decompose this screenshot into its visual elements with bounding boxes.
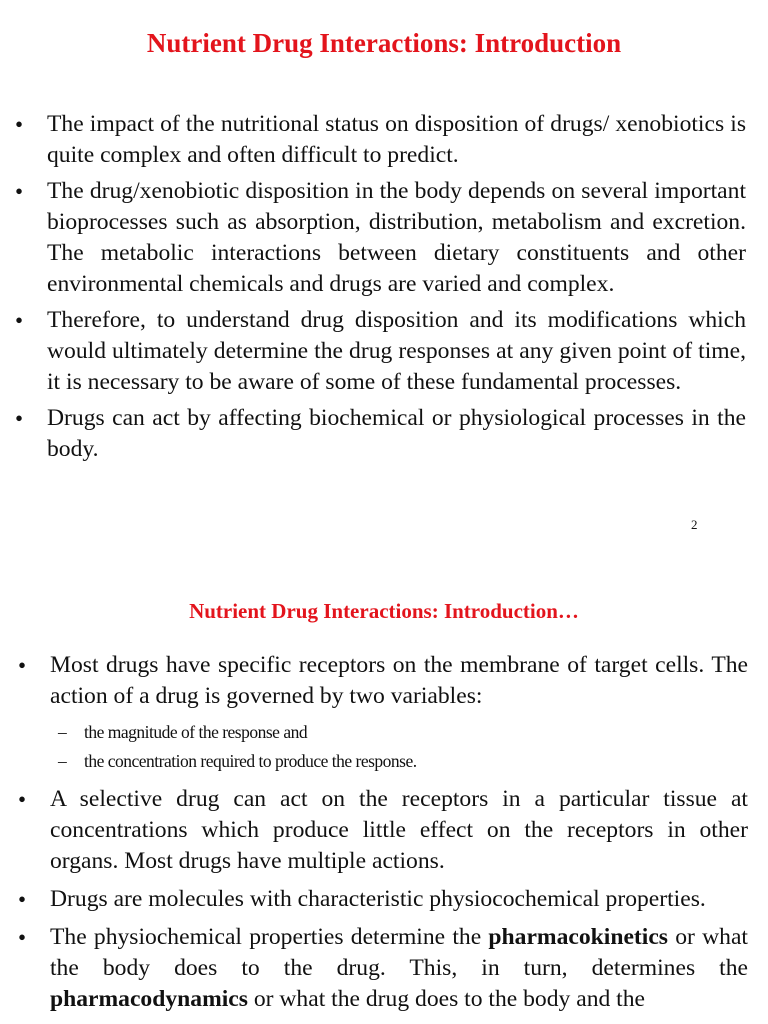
slide-1-bullet	[15, 403, 746, 465]
slide-2-title: Nutrient Drug Interactions: Introduction…	[189, 599, 579, 623]
bullet-icon: •	[18, 787, 27, 812]
slide-1-title: Nutrient Drug Interactions: Introduction	[146, 28, 622, 58]
dash-icon: –	[58, 722, 67, 742]
slide-1-bullet	[15, 305, 746, 398]
bullet-text-part: or what the drug does to the body and the	[247, 986, 646, 1012]
bullet-text: Drugs can act by affecting biochemical or physiological processes in the body.	[47, 405, 746, 462]
bullet-text	[50, 924, 748, 1012]
bullet-text: Drugs are molecules with characteristic physiocochemical properties.	[50, 886, 706, 912]
bullet-text-part: or what the body does to the drug. This, in turn, determines the	[50, 924, 748, 981]
bullet-icon: •	[15, 308, 24, 333]
slide-2-bullet-list	[18, 650, 748, 1022]
bullet-text-part: The physiochemical properties determine the	[50, 924, 489, 950]
sub-bullet-list	[50, 718, 748, 776]
slide-1-bullet	[15, 109, 746, 171]
bullet-icon: •	[15, 112, 24, 137]
bullet-text: Therefore, to understand drug disposition and its modifications which would ultimately determine the drug responses at any given point of time, it is necessary to be aware of some of these fundamental processes.	[47, 307, 746, 395]
bullet-text: The impact of the nutritional status on disposition of drugs/ xenobiotics is quite complex and often difficult to predict.	[47, 111, 746, 168]
slide-2-bullet	[18, 922, 748, 1015]
bullet-icon: •	[15, 406, 24, 431]
bullet-icon: •	[18, 925, 27, 950]
bullet-text: Most drugs have specific receptors on the membrane of target cells. The action of a drug is governed by two variables:	[50, 652, 748, 709]
sub-bullet-text: the concentration required to produce the response.	[84, 751, 417, 771]
sub-bullet	[50, 718, 748, 747]
bullet-text: A selective drug can act on the receptors in a particular tissue at concentrations which produce little effect on the receptors in other organs. Most drugs have multiple actions.	[50, 786, 748, 874]
dash-icon: –	[58, 751, 67, 771]
bullet-text: The drug/xenobiotic disposition in the body depends on several important bioprocesses such as absorption, distribution, metabolism and excretion. The metabolic interactions between dietary constituents and other environmental chemicals and drugs are varied and complex.	[47, 178, 746, 297]
slide-2-bullet	[18, 650, 748, 776]
page-number: 2	[691, 517, 698, 532]
bullet-icon: •	[18, 887, 27, 912]
term-pharmacodynamics: pharmacodynamics	[50, 986, 248, 1012]
term-pharmacokinetics: pharmacokinetics	[488, 924, 668, 950]
bullet-icon: •	[15, 179, 24, 204]
slide-2-bullet	[18, 884, 748, 915]
slide-1-bullet	[15, 176, 746, 300]
bullet-icon: •	[18, 653, 27, 678]
slide-2	[0, 545, 768, 1024]
slide-2-bullet	[18, 784, 748, 877]
sub-bullet-text: the magnitude of the response and	[84, 722, 308, 742]
sub-bullet	[50, 747, 748, 776]
slide-1-bullet-list	[15, 109, 746, 470]
